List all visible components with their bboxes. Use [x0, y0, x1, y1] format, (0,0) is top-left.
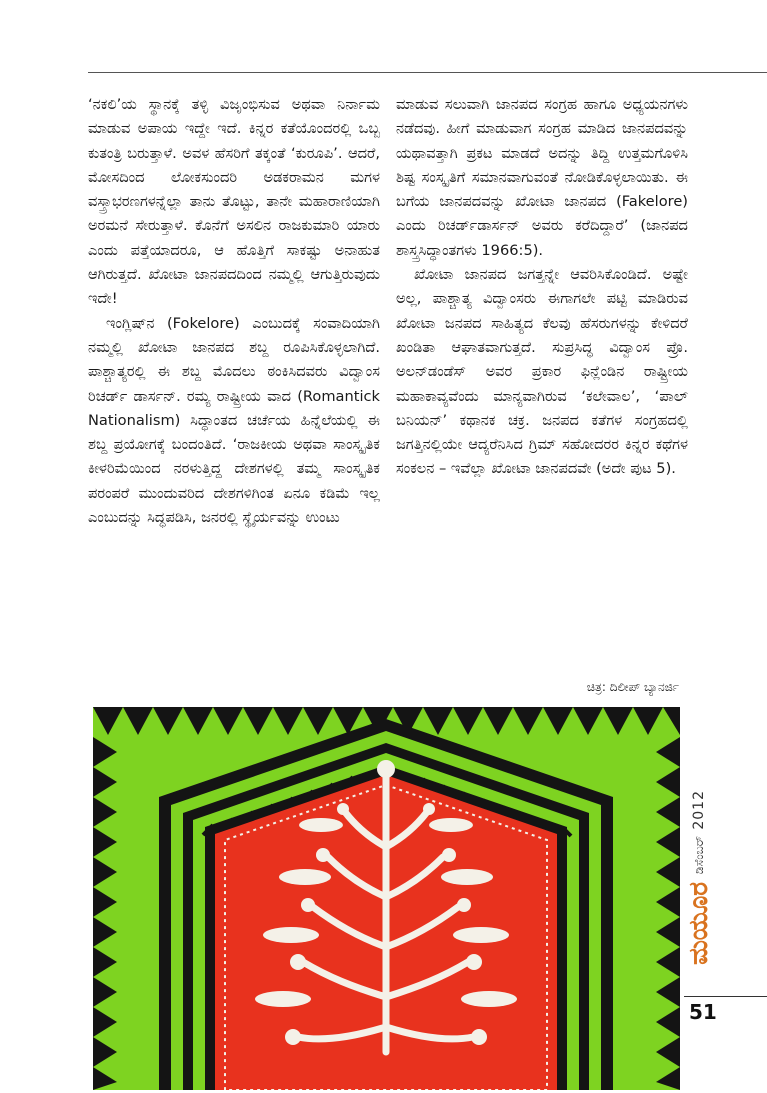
- paragraph: ಇಂಗ್ಲಿಷ್‌ನ (Fokelore) ಎಂಬುದಕ್ಕೆ ಸಂವಾದಿಯಾಗಿ ನಮ್ಮಲ್ಲಿ ಖೋಟಾ ಜಾನಪದ ಶಬ್ದ ರೂಪಿಸಿಕೊಳ್ಳಲಾಗಿದೆ. ಪಾಶ್ಚಾತ್ಯರಲ್ಲಿ ಈ ಶಬ್ದ ಮೊದಲು ಠಂಕಿಸಿದವರು ವಿದ್ವಾಂಸ ರಿಚರ್ಡ್ ಡಾರ್ಸನ್. ರಮ್ಯ ರಾಷ್ಟ್ರೀಯ ವಾದ (Romantick Nationalism) ಸಿದ್ಧಾಂತದ ಚರ್ಚೆಯ ಹಿನ್ನೆಲೆಯಲ್ಲಿ ಈ ಶಬ್ದ ಪ್ರಯೋಗಕ್ಕೆ ಬಂದಂತಿದೆ. ‘ರಾಜಕೀಯ ಅಥವಾ ಸಾಂಸ್ಕೃತಿಕ ಕೀಳರಿಮೆಯಿಂದ ನರಳುತ್ತಿದ್ದ ದೇಶಗಳಲ್ಲಿ ತಮ್ಮ ಸಾಂಸ್ಕೃತಿಕ ಪರಂಪರೆ ಮುಂದುವರಿದ ದೇಶಗಳಿಗಿಂತ ಏನೂ ಕಡಿಮೆ ಇಲ್ಲ ಎಂಬುದನ್ನು ಸಿದ್ಧಪಡಿಸಿ, ಜನರಲ್ಲಿ ಸ್ಥೈರ್ಯವನ್ನು ಉಂಟು: [88, 314, 380, 527]
- folk-art-painting: [93, 707, 680, 1090]
- photo-credit: ಚಿತ್ರ: ದಿಲೀಪ್ ಬ್ಯಾನರ್ಜಿ: [586, 680, 679, 694]
- magazine-title: ಮಯೂರ: [684, 881, 714, 965]
- page-number-rule: [684, 996, 767, 997]
- issue-month: ಡಿಸೆಂಬರ್: [692, 835, 706, 874]
- paragraph: ಖೋಟಾ ಜಾನಪದ ಜಗತ್ತನ್ನೇ ಆವರಿಸಿಕೊಂಡಿದೆ. ಅಷ್ಟೇ ಅಲ್ಲ, ಪಾಶ್ಚಾತ್ಯ ವಿದ್ವಾಂಸರು ಈಗಾಗಲೇ ಪಟ್ಟಿ ಮಾಡಿರುವ ಖೋಟಾ ಜನಪದ ಸಾಹಿತ್ಯದ ಕೆಲವು ಹೆಸರುಗಳನ್ನು ಕೇಳಿದರೆ ಖಂಡಿತಾ ಆಘಾತವಾಗುತ್ತದೆ. ಸುಪ್ರಸಿದ್ಧ ವಿದ್ವಾಂಸ ಪ್ರೊ. ಅಲನ್‌ಡಂಡೆಸ್ ಅವರ ಪ್ರಕಾರ ಫಿನ್ಲೆಂಡಿನ ರಾಷ್ಟ್ರೀಯ ಮಹಾಕಾವ್ಯವೆಂದು ಮಾನ್ಯವಾಗಿರುವ ‘ಕಲೇವಾಲ’, ‘ಪಾಲ್ ಬನಿಯನ್’ ಕಥಾನಕ ಚಕ್ರ. ಜನಪದ ಕತೆಗಳ ಸಂಗ್ರಹದಲ್ಲಿ ಜಗತ್ತಿನಲ್ಲಿಯೇ ಆದ್ಯರೆನಿಸಿದ ಗ್ರಿಮ್ ಸಹೋದರರ ಕಿನ್ನರ ಕಥೆಗಳ ಸಂಕಲನ – ಇವೆಲ್ಲಾ ಖೋಟಾ ಜಾನಪದವೇ (ಅದೇ ಪುಟ 5).: [396, 266, 688, 478]
- paragraph: ‘ನಕಲಿ’ಯ ಸ್ಥಾನಕ್ಕೆ ತಳ್ಳಿ ವಿಜೃಂಭಿಸುವ ಅಥವಾ ನಿರ್ನಾಮ ಮಾಡುವ ಅಪಾಯ ಇದ್ದೇ ಇದೆ. ಕಿನ್ನರ ಕತೆಯೊಂದರಲ್ಲಿ ಒಬ್ಬ ಕುತಂತ್ರಿ ಬರುತ್ತಾಳೆ. ಅವಳ ಹೆಸರಿಗೆ ತಕ್ಕಂತೆ ‘ಕುರೂಪಿ’. ಆದರೆ, ಮೋಸದಿಂದ ಲೋಕಸುಂದರಿ ಅಡಕರಾಮನ ಮಗಳ ವಸ್ತ್ರಾಭರಣಗಳನ್ನೆಲ್ಲಾ ತಾನು ತೊಟ್ಟು, ತಾನೇ ಮಹಾರಾಣಿಯಾಗಿ ಅರಮನೆ ಸೇರುತ್ತಾಳೆ. ಕೊನೆಗೆ ಅಸಲಿನ ರಾಜಕುಮಾರಿ ಯಾರು ಎಂದು ಪತ್ತೆಯಾದರೂ, ಆ ಹೊತ್ತಿಗೆ ಸಾಕಷ್ಟು ಅನಾಹುತ ಆಗಿರುತ್ತದೆ. ಖೋಟಾ ಜಾನಪದದಿಂದ ನಮ್ಮಲ್ಲಿ ಆಗುತ್ತಿರುವುದು ಇದೇ!: [88, 96, 380, 308]
- issue-year: 2012: [691, 790, 707, 830]
- page-number: 51: [689, 1000, 717, 1024]
- tree-of-life-artwork: [93, 707, 680, 1090]
- top-rule: [88, 72, 767, 73]
- magazine-sidebar: [684, 790, 714, 990]
- article-column-right: [396, 93, 688, 482]
- article-column-left: [88, 93, 380, 530]
- paragraph: ಮಾಡುವ ಸಲುವಾಗಿ ಜಾನಪದ ಸಂಗ್ರಹ ಹಾಗೂ ಅಧ್ಯಯನಗಳು ನಡೆದವು. ಹೀಗೆ ಮಾಡುವಾಗ ಸಂಗ್ರಹ ಮಾಡಿದ ಜಾನಪದವನ್ನು ಯಥಾವತ್ತಾಗಿ ಪ್ರಕಟ ಮಾಡದೆ ಅದನ್ನು ತಿದ್ದಿ ಉತ್ತಮಗೊಳಿಸಿ ಶಿಷ್ಟ ಸಂಸ್ಕೃತಿಗೆ ಸಮಾನವಾಗುವಂತೆ ನೋಡಿಕೊಳ್ಳಲಾಯಿತು. ಈ ಬಗೆಯ ಜಾನಪದವನ್ನು ಖೋಟಾ ಜಾನಪದ (Fakelore) ಎಂದು ರಿಚರ್ಡ್‌ಡಾರ್ಸನ್ ಅವರು ಕರೆದಿದ್ದಾರೆ’ (ಜಾನಪದ ಶಾಸ್ತ್ರಸಿದ್ಧಾಂತಗಳು 1966:5).: [396, 96, 688, 259]
